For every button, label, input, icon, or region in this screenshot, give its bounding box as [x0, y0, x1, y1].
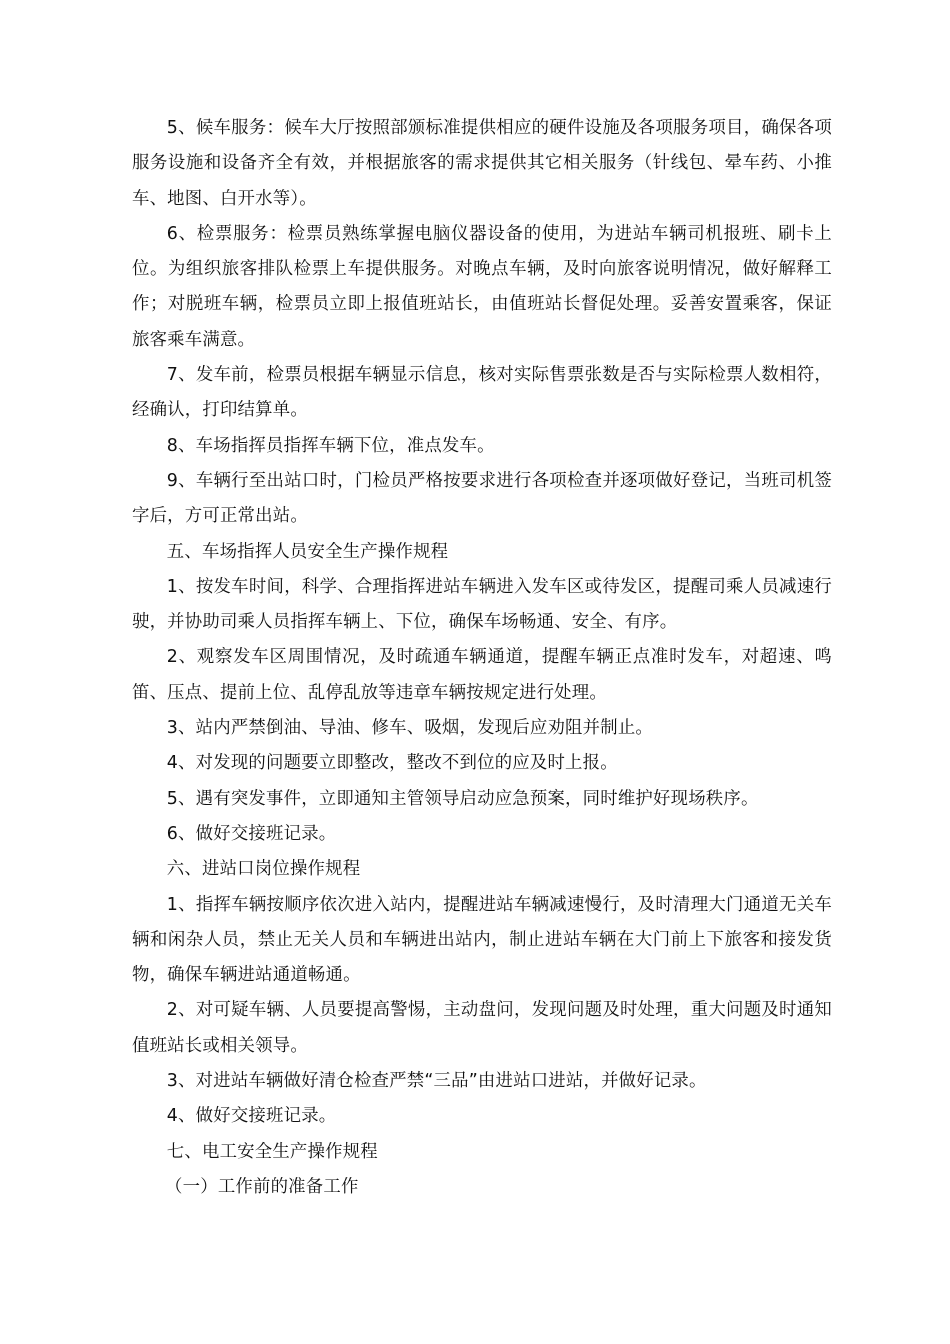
paragraph-5-3: 3、站内严禁倒油、导油、修车、吸烟，发现后应劝阻并制止。: [166, 718, 654, 739]
paragraph-before-departure: 7、发车前，检票员根据车辆显示信息，核对实际售票张数是否与实际检票人数相符，经确认，打印结算单。: [132, 365, 832, 421]
paragraph-5-6: 6、做好交接班记录。: [166, 823, 337, 844]
paragraph-5-5: 5、遇有突发事件，立即通知主管领导启动应急预案，同时维护好现场秩序。: [166, 788, 759, 809]
section-heading-6: 六、进站口岗位操作规程: [166, 859, 361, 880]
paragraph-6-2: 2、对可疑车辆、人员要提高警惕，主动盘问，发现问题及时处理，重大问题及时通知值班站长或相关领导。: [132, 1000, 832, 1056]
paragraph-5-4: 4、对发现的问题要立即整改，整改不到位的应及时上报。: [166, 753, 618, 774]
paragraph-waiting-service: 5、候车服务：候车大厅按照部颁标准提供相应的硬件设施及各项服务项目，确保各项服务设施和设备齐全有效，并根据旅客的需求提供其它相关服务（针线包、晕车药、小推车、地图、白开水等）。: [132, 118, 832, 209]
paragraph-ticket-check-service: 6、检票服务：检票员熟练掌握电脑仪器设备的使用，为进站车辆司机报班、刷卡上位。为组织旅客排队检票上车提供服务。对晚点车辆，及时向旅客说明情况，做好解释工作；对脱班车辆，检票员立即上报值班站长，由值班站长督促处理。妥善安置乘客，保证旅客乘车满意。: [132, 223, 832, 350]
section-heading-5: 五、车场指挥人员安全生产操作规程: [166, 541, 449, 562]
paragraph-dispatcher-departure: 8、车场指挥员指挥车辆下位，准点发车。: [166, 435, 495, 456]
paragraph-5-2: 2、观察发车区周围情况，及时疏通车辆通道，提醒车辆正点准时发车，对超速、鸣笛、压点、提前上位、乱停乱放等违章车辆按规定进行处理。: [132, 647, 832, 703]
paragraph-6-4: 4、做好交接班记录。: [166, 1106, 337, 1127]
paragraph-6-3: 3、对进站车辆做好清仓检查严禁“三品”由进站口进站，并做好记录。: [166, 1071, 707, 1092]
section-heading-7: 七、电工安全生产操作规程: [166, 1141, 378, 1162]
paragraph-5-1: 1、按发车时间，科学、合理指挥进站车辆进入发车区或待发区，提醒司乘人员减速行驶，并协助司乘人员指挥车辆上、下位，确保车场畅通、安全、有序。: [132, 576, 832, 633]
subsection-heading-7-1: （一）工作前的准备工作: [165, 1176, 359, 1197]
paragraph-exit-gate: 9、车辆行至出站口时，门检员严格按要求进行各项检查并逐项做好登记，当班司机签字后，方可正常出站。: [132, 470, 832, 527]
paragraph-6-1: 1、指挥车辆按顺序依次进入站内，提醒进站车辆减速慢行，及时清理大门通道无关车辆和闲杂人员，禁止无关人员和车辆进出站内，制止进站车辆在大门前上下旅客和接发货物，确保车辆进站通道畅通。: [132, 894, 832, 986]
